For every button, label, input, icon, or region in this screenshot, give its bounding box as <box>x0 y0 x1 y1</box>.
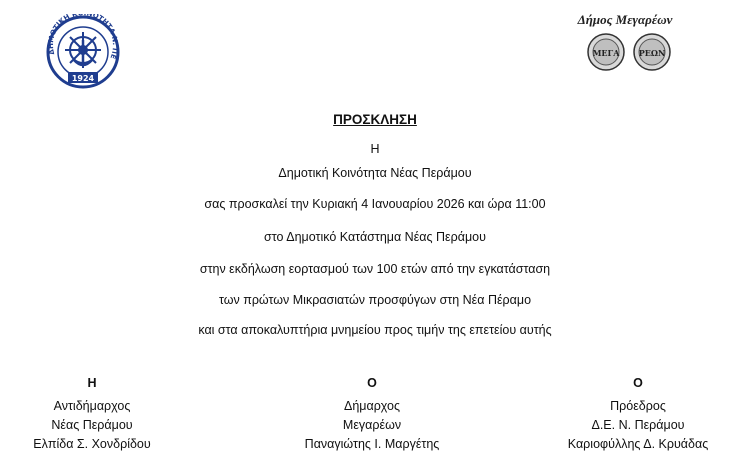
invitation-line: στην εκδήλωση εορτασμού των 100 ετών από την εγκατάσταση <box>199 262 551 276</box>
signatory-name: Ελπίδα Σ. Χονδρίδου <box>33 437 151 451</box>
coin-left-text: ΜΕΓΑ <box>592 48 620 58</box>
municipality-coins-logo <box>576 32 680 72</box>
signatory-role: Πρόεδρος <box>610 399 666 413</box>
invitation-line: σας προσκαλεί την Κυριακή 4 Ιανουαρίου 2026 και ώρα 11:00 <box>204 197 546 211</box>
signatory-role: Αντιδήμαρχος <box>53 399 131 413</box>
signatory-place: Νέας Περάμου <box>51 418 133 432</box>
coin-right-text: ΡΕΩΝ <box>638 48 666 58</box>
invitation-title: ΠΡΟΣΚΛΗΣΗ <box>333 112 417 127</box>
invitation-line: και στα αποκαλυπτήρια μνημείου προς τιμήν της επετείου αυτής <box>198 323 552 337</box>
signatory-name: Καριοφύλλης Δ. Κρυάδας <box>567 437 709 451</box>
signatory-mayor <box>272 374 472 454</box>
signatory-article: Η <box>87 376 97 390</box>
invitation-line: στο Δημοτικό Κατάστημα Νέας Περάμου <box>264 230 486 244</box>
signatory-article: Ο <box>633 376 643 390</box>
community-logo <box>34 14 132 90</box>
municipality-name: Δήμος Μεγαρέων <box>577 12 673 27</box>
signatory-deputy-mayor <box>0 374 192 454</box>
invitation-line: των πρώτων Μικρασιατών προσφύγων στη Νέα Πέραμο <box>218 293 532 307</box>
logo-year: 1924 <box>71 74 95 83</box>
invitation-line: Δημοτική Κοινότητα Νέας Περάμου <box>278 166 472 180</box>
signatory-place: Δ.Ε. Ν. Περάμου <box>591 418 685 432</box>
logo-ring-text: ΔΗΜΟΤΙΚΗ Κ ΟΤΗΤΑ Ν. ΠΕ <box>46 14 120 61</box>
signatory-president <box>538 374 738 454</box>
signatory-role: Δήμαρχος <box>343 399 401 413</box>
invitation-line: Η <box>370 142 380 156</box>
signatory-place: Μεγαρέων <box>342 418 402 432</box>
signatory-name: Παναγιώτης Ι. Μαργέτης <box>304 437 440 451</box>
signatory-article: Ο <box>367 376 377 390</box>
